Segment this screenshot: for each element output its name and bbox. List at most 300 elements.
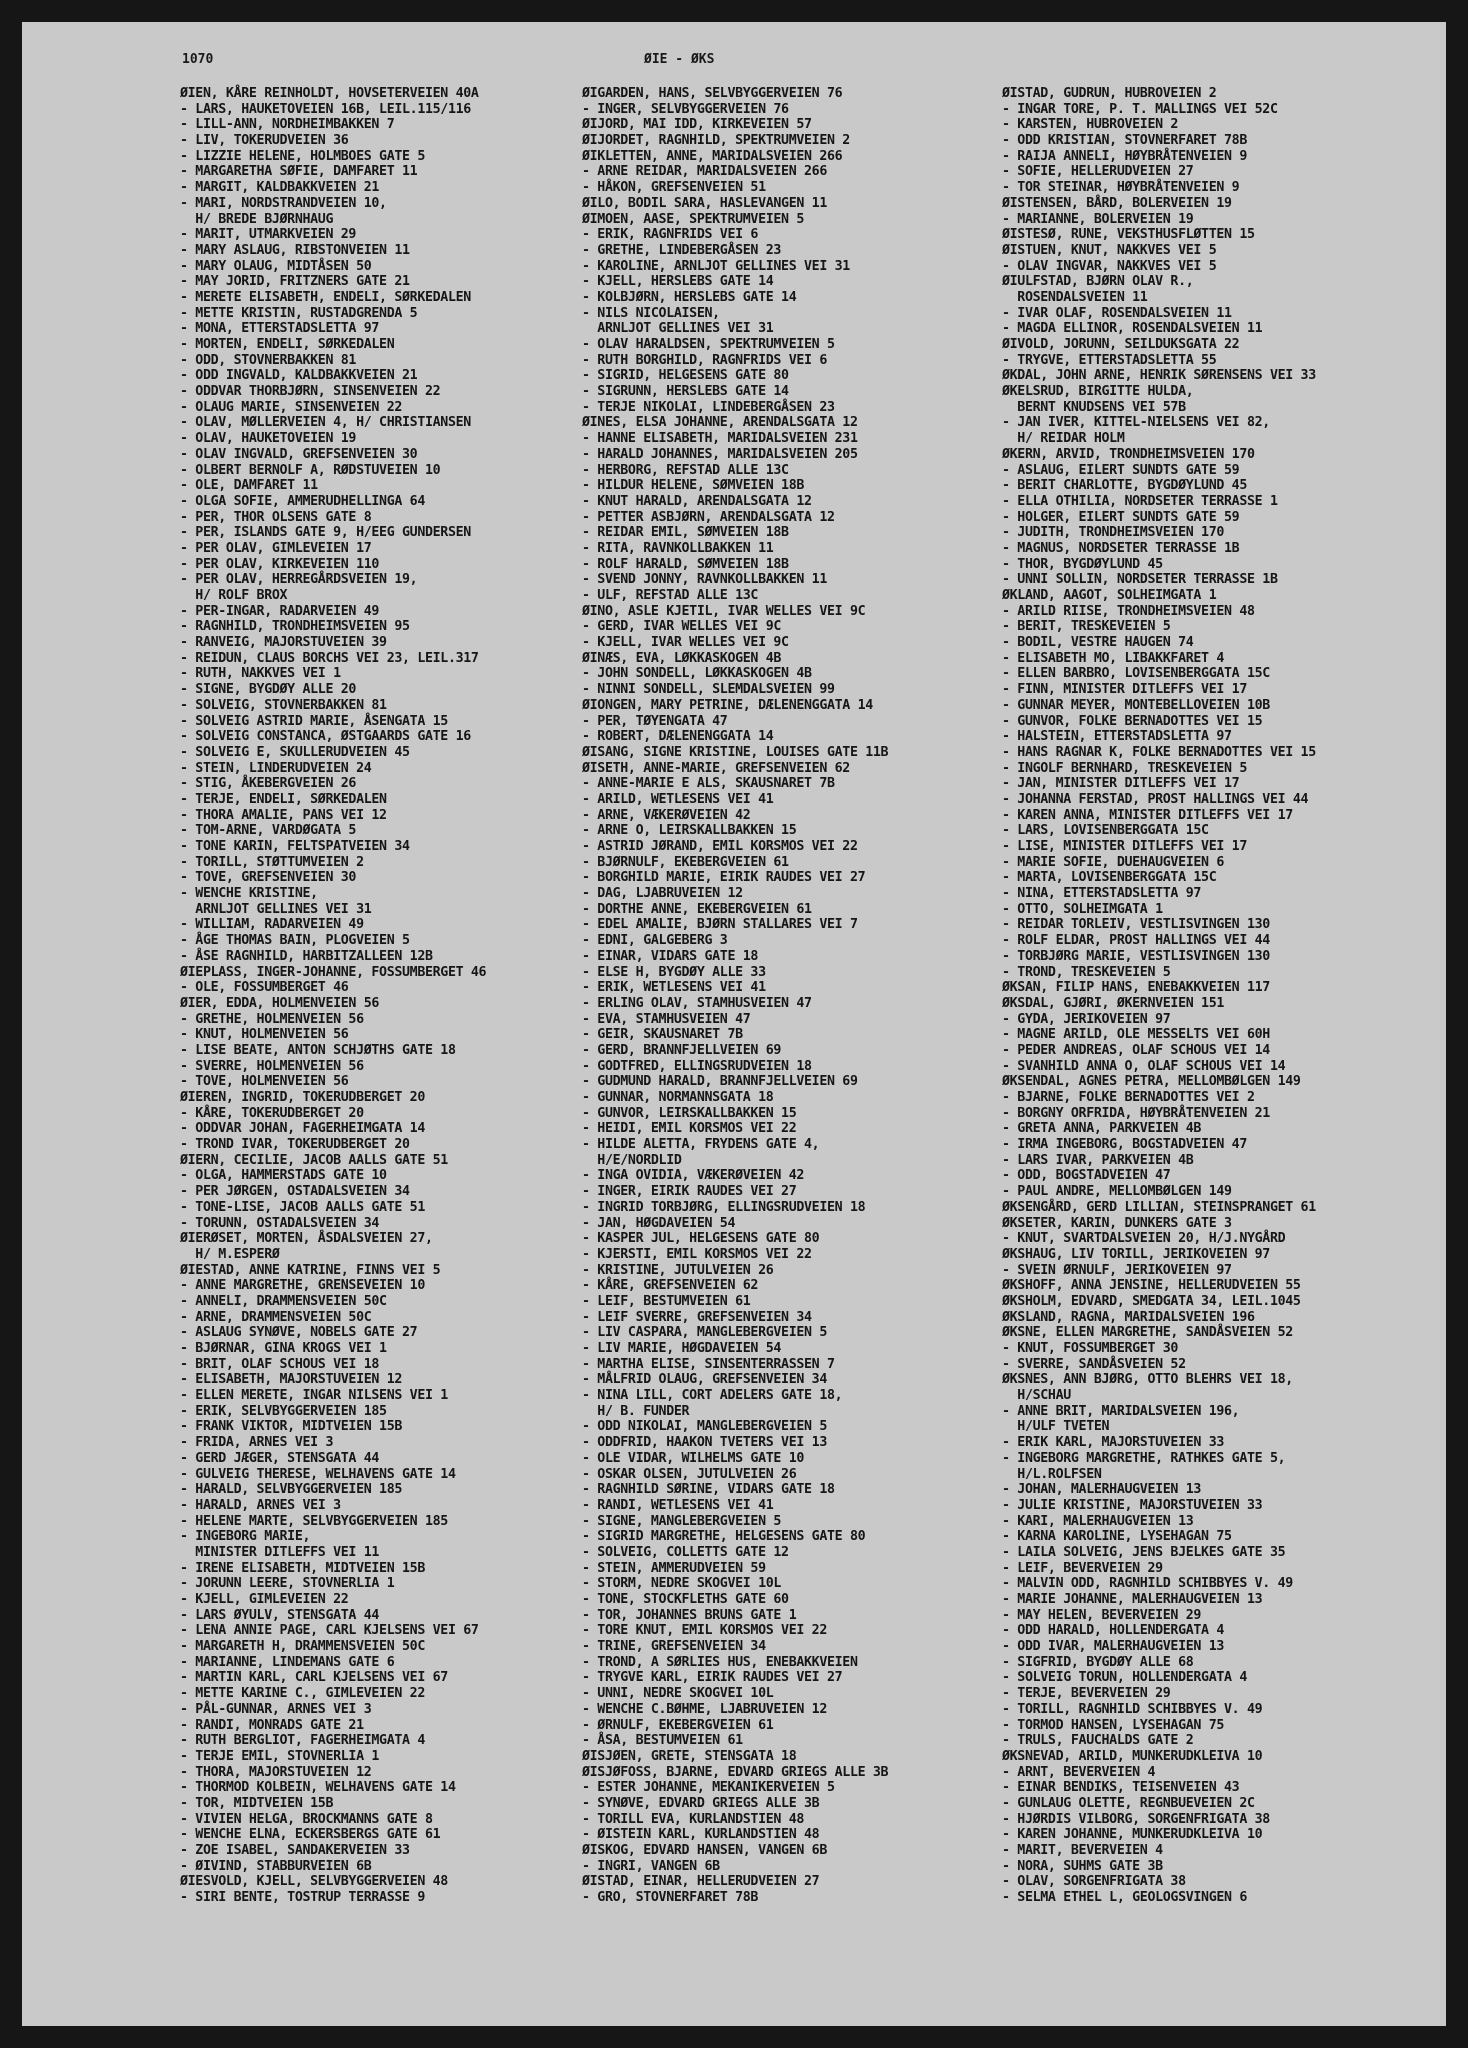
- directory-entry-line: - OLAV HARALDSEN, SPEKTRUMVEIEN 5: [582, 337, 835, 352]
- directory-entry-line: - MARY OLAUG, MIDTÅSEN 50: [180, 258, 372, 274]
- directory-entry-line: - ELISABETH, MAJORSTUVEIEN 12: [180, 1372, 403, 1388]
- directory-entry-line: ØKSHAUG, LIV TORILL, JERIKOVEIEN 97: [1002, 1246, 1270, 1262]
- directory-entry-line: - ARNE, DRAMMENSVEIEN 50C: [180, 1309, 372, 1325]
- directory-entry-line: - ODDVAR JOHAN, FAGERHEIMGATA 14: [180, 1121, 425, 1137]
- directory-entry-line: - ROBERT, DÆLENENGGATA 14: [582, 729, 774, 745]
- directory-entry-line: - SIRI BENTE, TOSTRUP TERRASSE 9: [180, 1890, 425, 1906]
- directory-entry-line: ØINO, ASLE KJETIL, IVAR WELLES VEI 9C: [582, 603, 866, 619]
- directory-entry-line: - HOLGER, EILERT SUNDTS GATE 59: [1002, 509, 1240, 525]
- directory-entry-line: ØKSENGÅRD, GERD LILLIAN, STEINSPRANGET 61: [1002, 1199, 1316, 1215]
- directory-entry-line: - TOR STEINAR, HØYBRÅTENVEIEN 9: [1002, 180, 1240, 196]
- directory-entry-line: - BORGHILD MARIE, EIRIK RAUDES VEI 27: [582, 870, 866, 886]
- directory-column-1: [180, 86, 486, 1906]
- directory-entry-line: - ODD NIKOLAI, MANGLEBERGVEIEN 5: [582, 1419, 827, 1435]
- directory-entry-line: - TOR, MIDTVEIEN 15B: [180, 1795, 334, 1811]
- directory-entry-line: - KAREN JOHANNE, MUNKERUDKLEIVA 10: [1002, 1827, 1263, 1843]
- directory-entry-line: - SIGNE, MANGLEBERGVEIEN 5: [582, 1513, 782, 1529]
- directory-entry-line: - HEIDI, EMIL KORSMOS VEI 22: [582, 1121, 797, 1137]
- directory-entry-line: - GUNLAUG OLETTE, REGNBUEVEIEN 2C: [1002, 1795, 1255, 1811]
- directory-entry-line: - ERIK KARL, MAJORSTUVEIEN 33: [1002, 1435, 1225, 1451]
- directory-entry-line: - TORMOD HANSEN, LYSEHAGAN 75: [1002, 1717, 1225, 1733]
- directory-entry-line: - MARI, NORDSTRANDVEIEN 10,: [180, 195, 387, 211]
- directory-entry-line: H/L.ROLFSEN: [1002, 1466, 1102, 1482]
- directory-entry-line: - INGOLF BERNHARD, TRESKEVEIEN 5: [1002, 760, 1247, 776]
- directory-entry-line: - IRENE ELISABETH, MIDTVEIEN 15B: [180, 1560, 425, 1576]
- directory-entry-line: - ØRNULF, EKEBERGVEIEN 61: [582, 1717, 774, 1733]
- directory-entry-line: - ODD, STOVNERBAKKEN 81: [180, 352, 357, 368]
- directory-entry-line: - GYDA, JERIKOVEIEN 97: [1002, 1011, 1171, 1027]
- directory-entry-line: - MARGARETHA SØFIE, DAMFARET 11: [180, 164, 418, 180]
- directory-entry-line: - ULF, REFSTAD ALLE 13C: [582, 588, 759, 603]
- directory-entry-line: ØIERN, CECILIE, JACOB AALLS GATE 51: [180, 1152, 448, 1168]
- directory-entry-line: - DORTHE ANNE, EKEBERGVEIEN 61: [582, 901, 812, 917]
- directory-entry-line: - LIV MARIE, HØGDAVEIEN 54: [582, 1341, 782, 1356]
- directory-entry-line: - ELSE H, BYGDØY ALLE 33: [582, 964, 766, 980]
- directory-entry-line: - BJØRNAR, GINA KROGS VEI 1: [180, 1341, 387, 1356]
- directory-entry-line: - ÅGE THOMAS BAIN, PLOGVEIEN 5: [180, 933, 410, 949]
- directory-entry-line: - TERJE NIKOLAI, LINDEBERGÅSEN 23: [582, 399, 835, 415]
- directory-entry-line: - HARALD JOHANNES, MARIDALSVEIEN 205: [582, 446, 858, 462]
- page-number: 1070: [182, 52, 214, 67]
- directory-entry-line: - ROLF ELDAR, PROST HALLINGS VEI 44: [1002, 933, 1270, 949]
- directory-entry-line: ØIESTAD, ANNE KATRINE, FINNS VEI 5: [180, 1262, 441, 1278]
- directory-entry-line: - PER JØRGEN, OSTADALSVEIEN 34: [180, 1184, 410, 1200]
- directory-entry-line: - HJØRDIS VILBORG, SORGENFRIGATA 38: [1002, 1811, 1270, 1827]
- directory-entry-line: - SVANHILD ANNA O, OLAF SCHOUS VEI 14: [1002, 1058, 1286, 1074]
- directory-entry-line: - LEIF, BEVERVEIEN 29: [1002, 1560, 1163, 1576]
- directory-entry-line: - MAGDA ELLINOR, ROSENDALSVEIEN 11: [1002, 321, 1263, 337]
- directory-entry-line: - SIGFRID, BYGDØY ALLE 68: [1002, 1654, 1194, 1670]
- directory-entry-line: - TOVE, GREFSENVEIEN 30: [180, 870, 357, 886]
- directory-entry-line: - KJERSTI, EMIL KORSMOS VEI 22: [582, 1246, 812, 1262]
- directory-entry-line: - KNUT, SVARTDALSVEIEN 20, H/J.NYGÅRD: [1002, 1231, 1286, 1247]
- directory-entry-line: - ODD KRISTIAN, STOVNERFARET 78B: [1002, 133, 1247, 149]
- directory-entry-line: ØINÆS, EVA, LØKKASKOGEN 4B: [582, 650, 782, 666]
- directory-entry-line: - TRYGVE, ETTERSTADSLETTA 55: [1002, 352, 1217, 368]
- directory-entry-line: H/ ROLF BROX: [180, 588, 288, 603]
- directory-entry-line: - ODDFRID, HAAKON TVETERS VEI 13: [582, 1435, 827, 1451]
- directory-entry-line: H/ REIDAR HOLM: [1002, 431, 1125, 447]
- directory-entry-line: - JOHN SONDELL, LØKKASKOGEN 4B: [582, 666, 812, 682]
- directory-entry-line: - KARSTEN, HUBROVEIEN 2: [1002, 117, 1179, 133]
- directory-entry-line: - GRETHE, LINDEBERGÅSEN 23: [582, 242, 782, 258]
- directory-entry-line: - ØISTEIN KARL, KURLANDSTIEN 48: [582, 1827, 820, 1843]
- directory-entry-line: - ARNE REIDAR, MARIDALSVEIEN 266: [582, 164, 827, 180]
- directory-entry-line: H/E/NORDLID: [582, 1152, 682, 1168]
- directory-entry-line: - ODD INGVALD, KALDBAKKVEIEN 21: [180, 368, 418, 384]
- directory-entry-line: ØINES, ELSA JOHANNE, ARENDALSGATA 12: [582, 415, 858, 431]
- directory-entry-line: - ELLEN MERETE, INGAR NILSENS VEI 1: [180, 1388, 448, 1404]
- directory-entry-line: - TONE KARIN, FELTSPATVEIEN 34: [180, 839, 410, 854]
- directory-entry-line: - RAGNHILD SØRINE, VIDARS GATE 18: [582, 1482, 835, 1498]
- directory-entry-line: - LIV, TOKERUDVEIEN 36: [180, 133, 349, 149]
- directory-entry-line: - UNNI SOLLIN, NORDSETER TERRASSE 1B: [1002, 572, 1278, 588]
- directory-entry-line: - LEIF SVERRE, GREFSENVEIEN 34: [582, 1309, 812, 1325]
- directory-entry-line: - SIGRID MARGRETHE, HELGESENS GATE 80: [582, 1529, 866, 1545]
- directory-entry-line: - ERIK, RAGNFRIDS VEI 6: [582, 227, 759, 243]
- directory-entry-line: H/ M.ESPERØ: [180, 1246, 280, 1262]
- directory-entry-line: - OLAUG MARIE, SINSENVEIEN 22: [180, 399, 403, 415]
- directory-entry-line: - MAGNE ARILD, OLE MESSELTS VEI 60H: [1002, 1027, 1270, 1043]
- directory-entry-line: - KÅRE, TOKERUDBERGET 20: [180, 1105, 364, 1121]
- directory-entry-line: - PAUL ANDRE, MELLOMBØLGEN 149: [1002, 1184, 1232, 1200]
- directory-entry-line: - OLAV, SORGENFRIGATA 38: [1002, 1874, 1186, 1890]
- directory-entry-line: - TORILL, STØTTUMVEIEN 2: [180, 854, 364, 870]
- directory-entry-line: ØKERN, ARVID, TRONDHEIMSVEIEN 170: [1002, 446, 1255, 462]
- directory-entry-line: - TORILL, RAGNHILD SCHIBBYES V. 49: [1002, 1701, 1263, 1717]
- directory-entry-line: - MERETE ELISABETH, ENDELI, SØRKEDALEN: [180, 289, 471, 305]
- directory-entry-line: - HARALD, ARNES VEI 3: [180, 1497, 341, 1513]
- directory-entry-line: - SOLVEIG, COLLETTS GATE 12: [582, 1544, 789, 1560]
- directory-entry-line: - MORTEN, ENDELI, SØRKEDALEN: [180, 337, 395, 352]
- directory-entry-line: - MÅLFRID OLAUG, GREFSENVEIEN 34: [582, 1372, 827, 1388]
- directory-entry-line: - LARS, HAUKETOVEIEN 16B, LEIL.115/116: [180, 101, 471, 117]
- directory-entry-line: ØIULFSTAD, BJØRN OLAV R.,: [1002, 274, 1194, 290]
- directory-entry-line: - OLE, DAMFARET 11: [180, 478, 318, 494]
- directory-entry-line: - MONA, ETTERSTADSLETTA 97: [180, 321, 380, 337]
- directory-entry-line: - PER, THOR OLSENS GATE 8: [180, 509, 372, 525]
- directory-entry-line: - ODD, BOGSTADVEIEN 47: [1002, 1168, 1171, 1184]
- directory-entry-line: - GUNNAR, NORMANNSGATA 18: [582, 1090, 774, 1105]
- directory-entry-line: ØKSNE, ELLEN MARGRETHE, SANDÅSVEIEN 52: [1002, 1325, 1293, 1341]
- directory-entry-line: - KNUT HARALD, ARENDALSGATA 12: [582, 493, 812, 509]
- directory-entry-line: - MARGIT, KALDBAKKVEIEN 21: [180, 180, 380, 196]
- directory-entry-line: - SOLVEIG TORUN, HOLLENDERGATA 4: [1002, 1670, 1247, 1686]
- directory-entry-line: - STORM, NEDRE SKOGVEI 10L: [582, 1576, 782, 1592]
- directory-entry-line: - ARILD RIISE, TRONDHEIMSVEIEN 48: [1002, 603, 1255, 619]
- directory-entry-line: - TROND, A SØRLIES HUS, ENEBAKKVEIEN: [582, 1654, 858, 1670]
- directory-entry-line: ØIKLETTEN, ANNE, MARIDALSVEIEN 266: [582, 148, 843, 164]
- directory-entry-line: - TONE-LISE, JACOB AALLS GATE 51: [180, 1199, 425, 1215]
- directory-entry-line: ARNLJOT GELLINES VEI 31: [582, 321, 774, 337]
- directory-entry-line: - ODDVAR THORBJØRN, SINSENVEIEN 22: [180, 384, 441, 400]
- directory-entry-line: - MARGARETH H, DRAMMENSVEIEN 50C: [180, 1639, 425, 1655]
- directory-entry-line: - LISE BEATE, ANTON SCHJØTHS GATE 18: [180, 1042, 456, 1058]
- directory-entry-line: - RITA, RAVNKOLLBAKKEN 11: [582, 540, 774, 556]
- directory-entry-line: - REIDAR EMIL, SØMVEIEN 18B: [582, 525, 789, 541]
- directory-entry-line: - ØIVIND, STABBURVEIEN 6B: [180, 1858, 372, 1874]
- directory-entry-line: BERNT KNUDSENS VEI 57B: [1002, 399, 1186, 415]
- directory-column-2: [582, 86, 888, 1906]
- directory-entry-line: - OLGA SOFIE, AMMERUDHELLINGA 64: [180, 493, 425, 509]
- directory-entry-line: H/SCHAU: [1002, 1388, 1071, 1404]
- directory-entry-line: - ERLING OLAV, STAMHUSVEIEN 47: [582, 995, 812, 1011]
- directory-entry-line: - OSKAR OLSEN, JUTULVEIEN 26: [582, 1466, 797, 1482]
- directory-entry-line: - GRO, STOVNERFARET 78B: [582, 1890, 759, 1906]
- directory-column-3: [1002, 86, 1316, 1906]
- directory-entry-line: - JAN, MINISTER DITLEFFS VEI 17: [1002, 776, 1240, 792]
- directory-entry-line: - KARNA KAROLINE, LYSEHAGAN 75: [1002, 1529, 1232, 1545]
- directory-entry-line: - PETTER ASBJØRN, ARENDALSGATA 12: [582, 509, 835, 525]
- directory-entry-line: - BRIT, OLAF SCHOUS VEI 18: [180, 1356, 380, 1372]
- directory-entry-line: - JAN IVER, KITTEL-NIELSENS VEI 82,: [1002, 415, 1270, 431]
- directory-entry-line: - OLAV, HAUKETOVEIEN 19: [180, 431, 357, 447]
- directory-entry-line: ØKSETER, KARIN, DUNKERS GATE 3: [1002, 1215, 1232, 1231]
- directory-entry-line: - ODD HARALD, HOLLENDERGATA 4: [1002, 1623, 1225, 1639]
- directory-entry-line: - EINAR, VIDARS GATE 18: [582, 948, 759, 964]
- directory-entry-line: - TERJE, BEVERVEIEN 29: [1002, 1686, 1171, 1702]
- directory-entry-line: - EDNI, GALGEBERG 3: [582, 933, 728, 949]
- directory-entry-line: - LIZZIE HELENE, HOLMBOES GATE 5: [180, 148, 425, 164]
- directory-entry-line: - MARIT, UTMARKVEIEN 29: [180, 227, 357, 243]
- directory-entry-line: - EINAR BENDIKS, TEISENVEIEN 43: [1002, 1780, 1240, 1796]
- directory-entry-line: - KASPER JUL, HELGESENS GATE 80: [582, 1231, 820, 1247]
- directory-entry-line: - PÅL-GUNNAR, ARNES VEI 3: [180, 1701, 372, 1717]
- directory-entry-line: ØISETH, ANNE-MARIE, GREFSENVEIEN 62: [582, 760, 850, 776]
- directory-entry-line: ØKSHOFF, ANNA JENSINE, HELLERUDVEIEN 55: [1002, 1278, 1301, 1294]
- directory-entry-line: - METTE KARINE C., GIMLEVEIEN 22: [180, 1686, 425, 1702]
- directory-entry-line: H/ULF TVETEN: [1002, 1419, 1110, 1435]
- directory-entry-line: - FRIDA, ARNES VEI 3: [180, 1435, 334, 1451]
- directory-entry-line: ØIEN, KÅRE REINHOLDT, HOVSETERVEIEN 40A: [180, 86, 479, 101]
- directory-entry-line: - ÅSE RAGNHILD, HARBITZALLEEN 12B: [180, 948, 433, 964]
- directory-entry-line: - MARIE JOHANNE, MALERHAUGVEIEN 13: [1002, 1592, 1263, 1607]
- directory-entry-line: - BJØRNULF, EKEBERGVEIEN 61: [582, 854, 789, 870]
- directory-entry-line: - OLGA, HAMMERSTADS GATE 10: [180, 1168, 387, 1184]
- directory-entry-line: - PER, TØYENGATA 47: [582, 713, 728, 729]
- directory-entry-line: - ZOE ISABEL, SANDAKERVEIEN 33: [180, 1843, 410, 1858]
- directory-entry-line: - HILDE ALETTA, FRYDENS GATE 4,: [582, 1137, 820, 1153]
- directory-entry-line: ØIEPLASS, INGER-JOHANNE, FOSSUMBERGET 46: [180, 964, 487, 980]
- directory-entry-line: - HANNE ELISABETH, MARIDALSVEIEN 231: [582, 431, 858, 447]
- directory-entry-line: ØIERØSET, MORTEN, ÅSDALSVEIEN 27,: [180, 1231, 433, 1247]
- directory-entry-line: - TORUNN, OSTADALSVEIEN 34: [180, 1215, 380, 1231]
- directory-entry-line: - KOLBJØRN, HERSLEBS GATE 14: [582, 289, 797, 305]
- directory-entry-line: - GUNVOR, FOLKE BERNADOTTES VEI 15: [1002, 713, 1263, 729]
- directory-entry-line: - MARY ASLAUG, RIBSTONVEIEN 11: [180, 242, 410, 258]
- directory-entry-line: - REIDUN, CLAUS BORCHS VEI 23, LEIL.317: [180, 650, 479, 666]
- directory-entry-line: ØKSDAL, GJØRI, ØKERNVEIEN 151: [1002, 995, 1225, 1011]
- directory-entry-line: ØIONGEN, MARY PETRINE, DÆLENENGGATA 14: [582, 697, 873, 713]
- directory-entry-line: - PER OLAV, GIMLEVEIEN 17: [180, 540, 372, 556]
- directory-entry-line: - TOR, JOHANNES BRUNS GATE 1: [582, 1607, 797, 1623]
- page-range-heading: ØIE - ØKS: [644, 52, 715, 67]
- directory-entry-line: - SVEND JONNY, RAVNKOLLBAKKEN 11: [582, 572, 827, 588]
- directory-entry-line: - ARNE, VÆKERØVEIEN 42: [582, 807, 751, 823]
- directory-entry-line: - JAN, HØGDAVEIEN 54: [582, 1215, 736, 1231]
- directory-entry-line: - KARI, MALERHAUGVEIEN 13: [1002, 1513, 1194, 1529]
- directory-page: [22, 22, 1446, 2026]
- directory-entry-line: - LARS IVAR, PARKVEIEN 4B: [1002, 1152, 1194, 1168]
- directory-entry-line: - ELLEN BARBRO, LOVISENBERGGATA 15C: [1002, 666, 1270, 682]
- directory-entry-line: - TERJE EMIL, STOVNERLIA 1: [180, 1748, 380, 1764]
- directory-entry-line: - OLAV INGVALD, GREFSENVEIEN 30: [180, 446, 418, 462]
- directory-entry-line: - JORUNN LEERE, STOVNERLIA 1: [180, 1576, 395, 1592]
- directory-entry-line: ØISJØFOSS, BJARNE, EDVARD GRIEGS ALLE 3B: [582, 1764, 889, 1780]
- directory-entry-line: - GUNVOR, LEIRSKALLBAKKEN 15: [582, 1105, 797, 1121]
- directory-entry-line: - GRETHE, HOLMENVEIEN 56: [180, 1011, 364, 1027]
- directory-entry-line: - PER, ISLANDS GATE 9, H/EEG GUNDERSEN: [180, 525, 471, 541]
- directory-entry-line: - OLBERT BERNOLF A, RØDSTUVEIEN 10: [180, 462, 441, 478]
- directory-entry-line: - OLAV, MØLLERVEIEN 4, H/ CHRISTIANSEN: [180, 415, 471, 431]
- directory-entry-line: ØISTAD, EINAR, HELLERUDVEIEN 27: [582, 1874, 820, 1890]
- directory-entry-line: - MARTIN KARL, CARL KJELSENS VEI 67: [180, 1670, 448, 1686]
- directory-entry-line: - LIV CASPARA, MANGLEBERGVEIEN 5: [582, 1325, 827, 1341]
- directory-entry-line: - KNUT, HOLMENVEIEN 56: [180, 1027, 349, 1043]
- directory-entry-line: - OLE VIDAR, WILHELMS GATE 10: [582, 1450, 805, 1466]
- directory-entry-line: - KJELL, IVAR WELLES VEI 9C: [582, 635, 789, 651]
- directory-entry-line: - SELMA ETHEL L, GEOLOGSVINGEN 6: [1002, 1890, 1247, 1906]
- directory-entry-line: - LENA ANNIE PAGE, CARL KJELSENS VEI 67: [180, 1623, 479, 1639]
- directory-entry-line: - HELENE MARTE, SELVBYGGERVEIEN 185: [180, 1513, 448, 1529]
- directory-entry-line: - MALVIN ODD, RAGNHILD SCHIBBYES V. 49: [1002, 1576, 1293, 1592]
- directory-entry-line: - GODTFRED, ELLINGSRUDVEIEN 18: [582, 1058, 812, 1074]
- directory-entry-line: - RANVEIG, MAJORSTUVEIEN 39: [180, 635, 387, 651]
- directory-entry-line: - RUTH, NAKKVES VEI 1: [180, 666, 341, 682]
- directory-entry-line: - TRULS, FAUCHALDS GATE 2: [1002, 1733, 1194, 1749]
- directory-entry-line: - TERJE, ENDELI, SØRKEDALEN: [180, 791, 387, 807]
- directory-entry-line: - ANNE-MARIE E ALS, SKAUSNARET 7B: [582, 776, 835, 792]
- directory-entry-line: ØISTUEN, KNUT, NAKKVES VEI 5: [1002, 242, 1217, 258]
- directory-entry-line: - ARILD, WETLESENS VEI 41: [582, 791, 774, 807]
- directory-entry-line: - INGRID TORBJØRG, ELLINGSRUDVEIEN 18: [582, 1199, 866, 1215]
- directory-entry-line: - NILS NICOLAISEN,: [582, 305, 720, 321]
- directory-entry-line: - SOLVEIG CONSTANCA, ØSTGAARDS GATE 16: [180, 729, 471, 745]
- directory-entry-line: - SIGRUNN, HERSLEBS GATE 14: [582, 384, 789, 400]
- directory-entry-line: - ELLA OTHILIA, NORDSETER TERRASSE 1: [1002, 493, 1278, 509]
- directory-entry-line: - BJARNE, FOLKE BERNADOTTES VEI 2: [1002, 1090, 1255, 1105]
- directory-entry-line: - TORBJØRG MARIE, VESTLISVINGEN 130: [1002, 948, 1270, 964]
- directory-entry-line: ØILO, BODIL SARA, HASLEVANGEN 11: [582, 195, 827, 211]
- directory-entry-line: - KNUT, FOSSUMBERGET 30: [1002, 1341, 1179, 1356]
- directory-entry-line: - STEIN, LINDERUDVEIEN 24: [180, 760, 372, 776]
- directory-entry-line: - WENCHE C.BØHME, LJABRUVEIEN 12: [582, 1701, 827, 1717]
- directory-entry-line: - LILL-ANN, NORDHEIMBAKKEN 7: [180, 117, 395, 133]
- directory-entry-line: - TROND, TRESKEVEIEN 5: [1002, 964, 1171, 980]
- directory-entry-line: - NINNI SONDELL, SLEMDALSVEIEN 99: [582, 682, 835, 698]
- directory-entry-line: - SIGRID, HELGESENS GATE 80: [582, 368, 789, 384]
- directory-entry-line: - KJELL, HERSLEBS GATE 14: [582, 274, 774, 290]
- directory-entry-line: - SOLVEIG E, SKULLERUDVEIEN 45: [180, 744, 410, 760]
- directory-entry-line: - RANDI, MONRADS GATE 21: [180, 1717, 364, 1733]
- directory-entry-line: ROSENDALSVEIEN 11: [1002, 289, 1148, 305]
- directory-entry-line: - THORA, MAJORSTUVEIEN 12: [180, 1764, 372, 1780]
- directory-entry-line: ØKSAN, FILIP HANS, ENEBAKKVEIEN 117: [1002, 980, 1270, 996]
- directory-entry-line: - GERD, BRANNFJELLVEIEN 69: [582, 1042, 782, 1058]
- directory-entry-line: - LARS, LOVISENBERGGATA 15C: [1002, 823, 1209, 839]
- directory-entry-line: H/ BREDE BJØRNHAUG: [180, 211, 334, 227]
- directory-entry-line: - JOHAN, MALERHAUGVEIEN 13: [1002, 1482, 1202, 1498]
- directory-entry-line: ØISTESØ, RUNE, VEKSTHUSFLØTTEN 15: [1002, 227, 1255, 243]
- directory-entry-line: - VIVIEN HELGA, BROCKMANNS GATE 8: [180, 1811, 433, 1827]
- directory-entry-line: - ELISABETH MO, LIBAKKFARET 4: [1002, 650, 1225, 666]
- directory-entry-line: ØIGARDEN, HANS, SELVBYGGERVEIEN 76: [582, 86, 843, 101]
- directory-entry-line: - ARNT, BEVERVEIEN 4: [1002, 1764, 1156, 1780]
- directory-entry-line: MINISTER DITLEFFS VEI 11: [180, 1544, 380, 1560]
- directory-entry-line: - NINA, ETTERSTADSLETTA 97: [1002, 886, 1202, 902]
- directory-entry-line: - GEIR, SKAUSNARET 7B: [582, 1027, 743, 1043]
- directory-entry-line: - HILDUR HELENE, SØMVEIEN 18B: [582, 478, 805, 494]
- directory-entry-line: - LEIF, BESTUMVEIEN 61: [582, 1293, 751, 1309]
- directory-entry-line: - NINA LILL, CORT ADELERS GATE 18,: [582, 1388, 843, 1404]
- directory-entry-line: - BERIT, TRESKEVEIEN 5: [1002, 619, 1171, 635]
- directory-entry-line: - MARIANNE, LINDEMANS GATE 6: [180, 1654, 395, 1670]
- directory-entry-line: - FRANK VIKTOR, MIDTVEIEN 15B: [180, 1419, 403, 1435]
- directory-entry-line: - OLE, FOSSUMBERGET 46: [180, 980, 349, 996]
- directory-entry-line: - KJELL, GIMLEVEIEN 22: [180, 1592, 349, 1607]
- directory-entry-line: - PER OLAV, HERREGÅRDSVEIEN 19,: [180, 572, 418, 588]
- directory-entry-line: - TOM-ARNE, VARDØGATA 5: [180, 823, 357, 839]
- directory-entry-line: - IRMA INGEBORG, BOGSTADVEIEN 47: [1002, 1137, 1247, 1153]
- directory-entry-line: - OTTO, SOLHEIMGATA 1: [1002, 901, 1163, 917]
- directory-entry-line: - ERIK, WETLESENS VEI 41: [582, 980, 766, 996]
- directory-entry-line: - TONE, STOCKFLETHS GATE 60: [582, 1592, 789, 1607]
- directory-entry-line: - SVERRE, HOLMENVEIEN 56: [180, 1058, 364, 1074]
- directory-entry-line: - SOFIE, HELLERUDVEIEN 27: [1002, 164, 1194, 180]
- directory-entry-line: ØISKOG, EDVARD HANSEN, VANGEN 6B: [582, 1843, 827, 1858]
- page-header: [22, 52, 1446, 72]
- directory-entry-line: - SOLVEIG ASTRID MARIE, ÅSENGATA 15: [180, 713, 448, 729]
- directory-entry-line: - THORMOD KOLBEIN, WELHAVENS GATE 14: [180, 1780, 456, 1796]
- directory-entry-line: - GULVEIG THERESE, WELHAVENS GATE 14: [180, 1466, 456, 1482]
- directory-entry-line: - ANNE MARGRETHE, GRENSEVEIEN 10: [180, 1278, 425, 1294]
- directory-entry-line: - MAGNUS, NORDSETER TERRASSE 1B: [1002, 540, 1240, 556]
- directory-entry-line: - MARTHA ELISE, SINSENTERRASSEN 7: [582, 1356, 835, 1372]
- directory-entry-line: - TRYGVE KARL, EIRIK RAUDES VEI 27: [582, 1670, 843, 1686]
- directory-entry-line: - GUNNAR MEYER, MONTEBELLOVEIEN 10B: [1002, 697, 1270, 713]
- directory-entry-line: - WILLIAM, RADARVEIEN 49: [180, 917, 364, 933]
- directory-entry-line: ØIEREN, INGRID, TOKERUDBERGET 20: [180, 1090, 425, 1105]
- directory-entry-line: - MARTA, LOVISENBERGGATA 15C: [1002, 870, 1217, 886]
- directory-entry-line: - BERIT CHARLOTTE, BYGDØYLUND 45: [1002, 478, 1247, 494]
- directory-entry-line: - LARS ØYULV, STENSGATA 44: [180, 1607, 380, 1623]
- directory-entry-line: - RAIJA ANNELI, HØYBRÅTENVEIEN 9: [1002, 148, 1247, 164]
- directory-entry-line: ØIJORD, MAI IDD, KIRKEVEIEN 57: [582, 117, 812, 133]
- directory-entry-line: ØKELSRUD, BIRGITTE HULDA,: [1002, 384, 1194, 400]
- directory-entry-line: ØKDAL, JOHN ARNE, HENRIK SØRENSENS VEI 33: [1002, 368, 1316, 384]
- directory-entry-line: ØKSLAND, RAGNA, MARIDALSVEIEN 196: [1002, 1309, 1255, 1325]
- directory-entry-line: - INGAR TORE, P. T. MALLINGS VEI 52C: [1002, 101, 1278, 117]
- directory-entry-line: - WENCHE KRISTINE,: [180, 886, 318, 902]
- directory-entry-line: - MARIE SOFIE, DUEHAUGVEIEN 6: [1002, 854, 1225, 870]
- directory-entry-line: - GERD JÆGER, STENSGATA 44: [180, 1450, 380, 1466]
- directory-entry-line: - UNNI, NEDRE SKOGVEI 10L: [582, 1686, 774, 1702]
- directory-entry-line: - ANNE BRIT, MARIDALSVEIEN 196,: [1002, 1403, 1240, 1419]
- directory-entry-line: - OLAV INGVAR, NAKKVES VEI 5: [1002, 258, 1217, 274]
- directory-entry-line: - HARALD, SELVBYGGERVEIEN 185: [180, 1482, 403, 1498]
- directory-entry-line: - BORGNY ORFRIDA, HØYBRÅTENVEIEN 21: [1002, 1105, 1270, 1121]
- directory-entry-line: - PER-INGAR, RADARVEIEN 49: [180, 603, 380, 619]
- directory-entry-line: - TROND IVAR, TOKERUDBERGET 20: [180, 1137, 410, 1153]
- directory-entry-line: - WENCHE ELNA, ECKERSBERGS GATE 61: [180, 1827, 441, 1843]
- directory-entry-line: - SOLVEIG, STOVNERBAKKEN 81: [180, 697, 387, 713]
- directory-entry-line: - TRINE, GREFSENVEIEN 34: [582, 1639, 766, 1655]
- directory-entry-line: - DAG, LJABRUVEIEN 12: [582, 886, 743, 902]
- directory-entry-line: - HÅKON, GREFSENVEIEN 51: [582, 180, 766, 196]
- directory-entry-line: - EVA, STAMHUSVEIEN 47: [582, 1011, 751, 1027]
- directory-entry-line: ØKSNES, ANN BJØRG, OTTO BLEHRS VEI 18,: [1002, 1372, 1293, 1388]
- directory-entry-line: - KRISTINE, JUTULVEIEN 26: [582, 1262, 774, 1278]
- directory-entry-line: ØKSNEVAD, ARILD, MUNKERUDKLEIVA 10: [1002, 1748, 1263, 1764]
- directory-entry-line: - ARNE O, LEIRSKALLBAKKEN 15: [582, 823, 797, 839]
- directory-entry-line: - MAY HELEN, BEVERVEIEN 29: [1002, 1607, 1202, 1623]
- directory-entry-line: - SYNØVE, EDVARD GRIEGS ALLE 3B: [582, 1795, 820, 1811]
- directory-entry-line: ØKSENDAL, AGNES PETRA, MELLOMBØLGEN 149: [1002, 1074, 1301, 1090]
- directory-entry-line: - TOVE, HOLMENVEIEN 56: [180, 1074, 349, 1090]
- directory-entry-line: ARNLJOT GELLINES VEI 31: [180, 901, 372, 917]
- directory-entry-line: - STIG, ÅKEBERGVEIEN 26: [180, 776, 357, 792]
- directory-entry-line: - NORA, SUHMS GATE 3B: [1002, 1858, 1163, 1874]
- directory-entry-line: - MARIANNE, BOLERVEIEN 19: [1002, 211, 1194, 227]
- directory-entry-line: - LAILA SOLVEIG, JENS BJELKES GATE 35: [1002, 1544, 1286, 1560]
- directory-entry-line: - ESTER JOHANNE, MEKANIKERVEIEN 5: [582, 1780, 835, 1796]
- directory-entry-line: - GUDMUND HARALD, BRANNFJELLVEIEN 69: [582, 1074, 858, 1090]
- directory-entry-line: - PER OLAV, KIRKEVEIEN 110: [180, 556, 380, 572]
- directory-entry-line: - KAREN ANNA, MINISTER DITLEFFS VEI 17: [1002, 807, 1293, 823]
- directory-entry-line: - INGRI, VANGEN 6B: [582, 1858, 720, 1874]
- directory-entry-line: - ÅSA, BESTUMVEIEN 61: [582, 1733, 743, 1749]
- directory-entry-line: - KAROLINE, ARNLJOT GELLINES VEI 31: [582, 258, 850, 274]
